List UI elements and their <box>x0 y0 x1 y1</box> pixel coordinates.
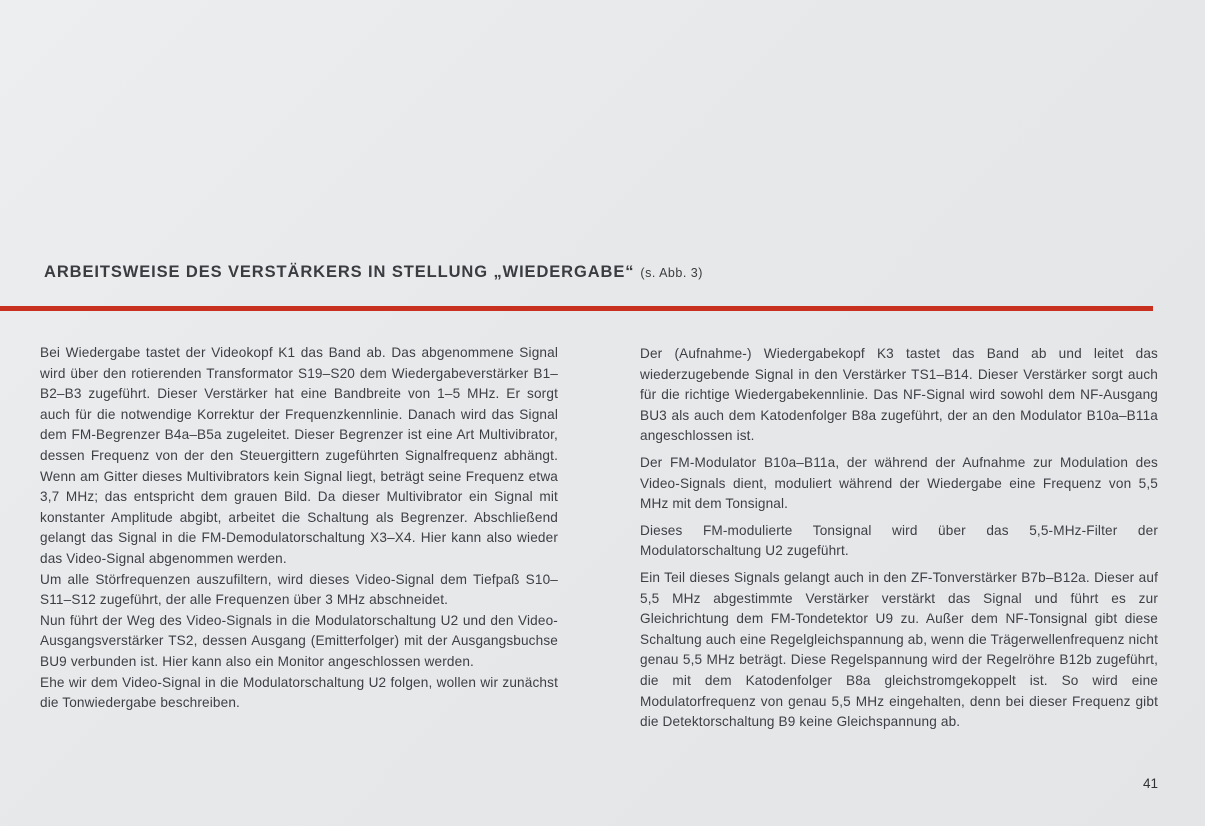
section-heading <box>44 263 1154 282</box>
heading-figure-reference: (s. Abb. 3) <box>640 266 703 280</box>
paragraph: Um alle Störfrequenzen auszufiltern, wird dieses Video-Signal dem Tiefpaß S10–S11–S12 zugeführt, der alle Frequenzen über 3 MHz abschneidet. <box>40 571 558 608</box>
paragraph: Der (Aufnahme-) Wiedergabekopf K3 tastet das Band ab und leitet das wiederzugebende Signal in den Verstärker TS1–B14. Dieser Verstärker sorgt auch für die richtige Wiedergabekennlinie. Das NF-Signal wird sowohl dem NF-Ausgang BU3 als auch dem Katodenfolger B8a zugeführt, der an den Modulator B10a–B11a angeschlossen ist. <box>640 346 1158 444</box>
paragraph: Dieses FM-modulierte Tonsignal wird über das 5,5-MHz-Filter der Modulatorschaltung U2 zugeführt. <box>640 522 1158 559</box>
right-text-column <box>640 344 1158 739</box>
paragraph: Nun führt der Weg des Video-Signals in die Modulatorschaltung U2 und den Video-Ausgangsverstärker TS2, dessen Ausgang (Emitterfolger) mit der Ausgangsbuchse BU9 verbunden ist. Hier kann also ein Monitor angeschlossen werden. <box>40 612 558 669</box>
page-number: 41 <box>1143 776 1159 791</box>
paragraph: Bei Wiedergabe tastet der Videokopf K1 das Band ab. Das abgenommene Signal wird über den rotierenden Transformator S19–S20 dem Wiedergabeverstärker B1–B2–B3 zugeführt. Dieser Verstärker hat eine Bandbreite von 1–5 MHz. Er sorgt auch für die notwendige Korrektur der Frequenzkennlinie. Danach wird das Signal dem FM-Begrenzer B4a–B5a zugeleitet. Dieser Begrenzer ist eine Art Multivibrator, dessen Frequenz von der den Steuergittern zugeführten Signalfrequenz abhängt. Wenn am Gitter dieses Multivibrators kein Signal liegt, beträgt seine Frequenz etwa 3,7 MHz; das entspricht dem grauen Bild. Da dieser Multivibrator ein Signal mit konstanter Amplitude abgibt, arbeitet die Schaltung als Begrenzer. Abschließend gelangt das Signal in die FM-Demodulatorschaltung X3–X4. Hier kann also wieder das Video-Signal abgenommen werden. <box>40 345 558 566</box>
red-divider-rule <box>0 306 1153 311</box>
left-text-column <box>40 343 558 714</box>
heading-title: ARBEITSWEISE DES VERSTÄRKERS IN STELLUNG „WIEDERGABE“ <box>44 263 635 281</box>
paragraph: Der FM-Modulator B10a–B11a, der während der Aufnahme zur Modulation des Video-Signals dient, moduliert während der Wiedergabe eine Frequenz von 5,5 MHz mit dem Tonsignal. <box>640 454 1158 512</box>
paragraph: Ein Teil dieses Signals gelangt auch in den ZF-Tonverstärker B7b–B12a. Dieser auf 5,5 MHz abgestimmte Verstärker verstärkt das Signal und führt es zur Gleichrichtung dem FM-Tondetektor U9 zu. Außer dem NF-Tonsignal gibt diese Schaltung auch eine Regelgleichspannung ab, wenn die Trägerwellenfrequenz nicht genau 5,5 MHz beträgt. Diese Regelspannung wird der Regelröhre B12b zugeführt, die mit dem Katodenfolger B8a gleichstromgekoppelt ist. So wird eine Modulatorfrequenz von genau 5,5 MHz eingehalten, denn bei dieser Frequenz gibt die Detektorschaltung B9 keine Gleichspannung ab. <box>640 569 1158 730</box>
paragraph: Ehe wir dem Video-Signal in die Modulatorschaltung U2 folgen, wollen wir zunächst die Tonwiedergabe beschreiben. <box>40 674 558 711</box>
